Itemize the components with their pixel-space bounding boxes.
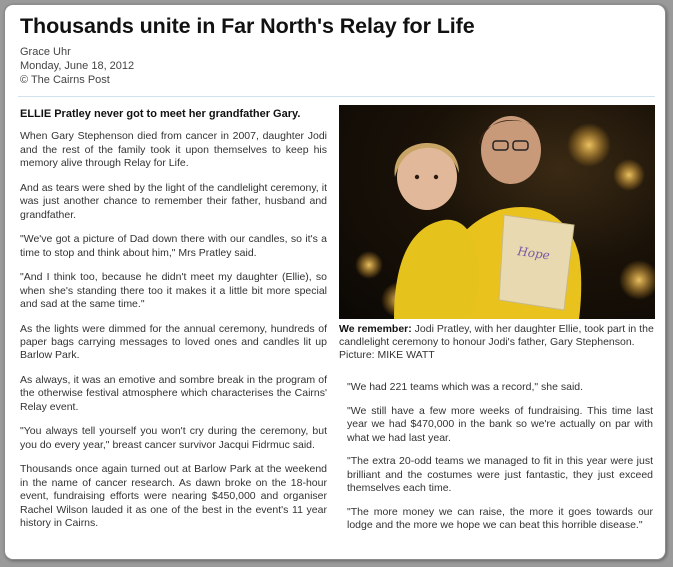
candle-glow [567,123,611,167]
article-meta [20,45,134,87]
child-shirt [394,220,479,319]
article-paragraph: "And I think too, because he didn't meet my daughter (Ellie), so when she's standing there too it makes it a little bit more special and sad at the same time." [20,271,327,311]
article-paragraph: As always, it was an emotive and sombre break in the program of the otherwise festival atmosphere which characterises the Cairns' Relay event. [20,374,327,413]
photo-caption [339,323,657,363]
article-body-right [347,381,653,543]
article-title: Thousands unite in Far North's Relay for Life [20,14,475,38]
article-photo [339,105,655,319]
article-paragraph: And as tears were shed by the light of the candlelight ceremony, it was just another chance to remember their father, husband and grandfather. [20,181,327,221]
paper-bag [499,215,574,310]
child-eye [434,175,438,179]
article-paragraph: "The extra 20-odd teams we managed to fit in this year were just brilliant and the costumes were just fantastic, they just exceed themselves each time. [347,455,653,495]
caption-label: We remember: [339,323,412,335]
caption-text: Jodi Pratley, with her daughter Ellie, took part in the candlelight ceremony to honour Jodi's father, Gary Stephenson. Picture: MIKE WATT [339,323,654,362]
article-paragraph: "We had 221 teams which was a record," she said. [347,381,584,393]
candle-glow [355,251,383,279]
article-paragraph: "We still have a few more weeks of fundraising. This time last year we had $470,000 in the bank so we're actually on par with what we had last year. [347,404,653,444]
photo-illustration [339,105,655,319]
article-body-left [20,108,327,542]
article-paragraph: When Gary Stephenson died from cancer in 2007, daughter Jodi and the rest of the family took it upon themselves to keep his memory alive through Relay for Life. [20,130,327,170]
article-window [4,4,666,560]
header-divider [18,96,655,97]
article-paragraph: "The more money we can raise, the more it goes towards our lodge and the more we hope we can beat this horrible disease." [347,506,653,532]
article-date: Monday, June 18, 2012 [20,60,135,72]
article-paragraph: "We've got a picture of Dad down there with our candles, so it's a time to stop and think about him," Mrs Pratley said. [20,233,327,259]
woman-face [481,116,541,184]
article-paragraph: "You always tell yourself you won't cry during the ceremony, but you do every year," breast cancer survivor Jacqui Fidrmuc said. [20,425,327,451]
child-eye [415,175,419,179]
bag-hope-text: Hope [516,244,551,263]
article-paragraph: Thousands once again turned out at Barlow Park at the weekend in the name of cancer research. As dawn broke on the 18-hour event, fundraising efforts were nearing $450,000 and organiser Rachel Wilson lauded it as one of the best in the event's 11 year history in Cairns. [20,463,327,530]
candle-glow [613,159,645,191]
article-source: © The Cairns Post [20,74,110,86]
article-paragraph: As the lights were dimmed for the annual ceremony, hundreds of paper bags carrying messages to loved ones and candles lit up Barlow Park. [20,322,327,362]
candle-glow [619,260,655,300]
article-lead: ELLIE Pratley never got to meet her grandfather Gary. [20,108,301,120]
article-author: Grace Uhr [20,46,71,58]
